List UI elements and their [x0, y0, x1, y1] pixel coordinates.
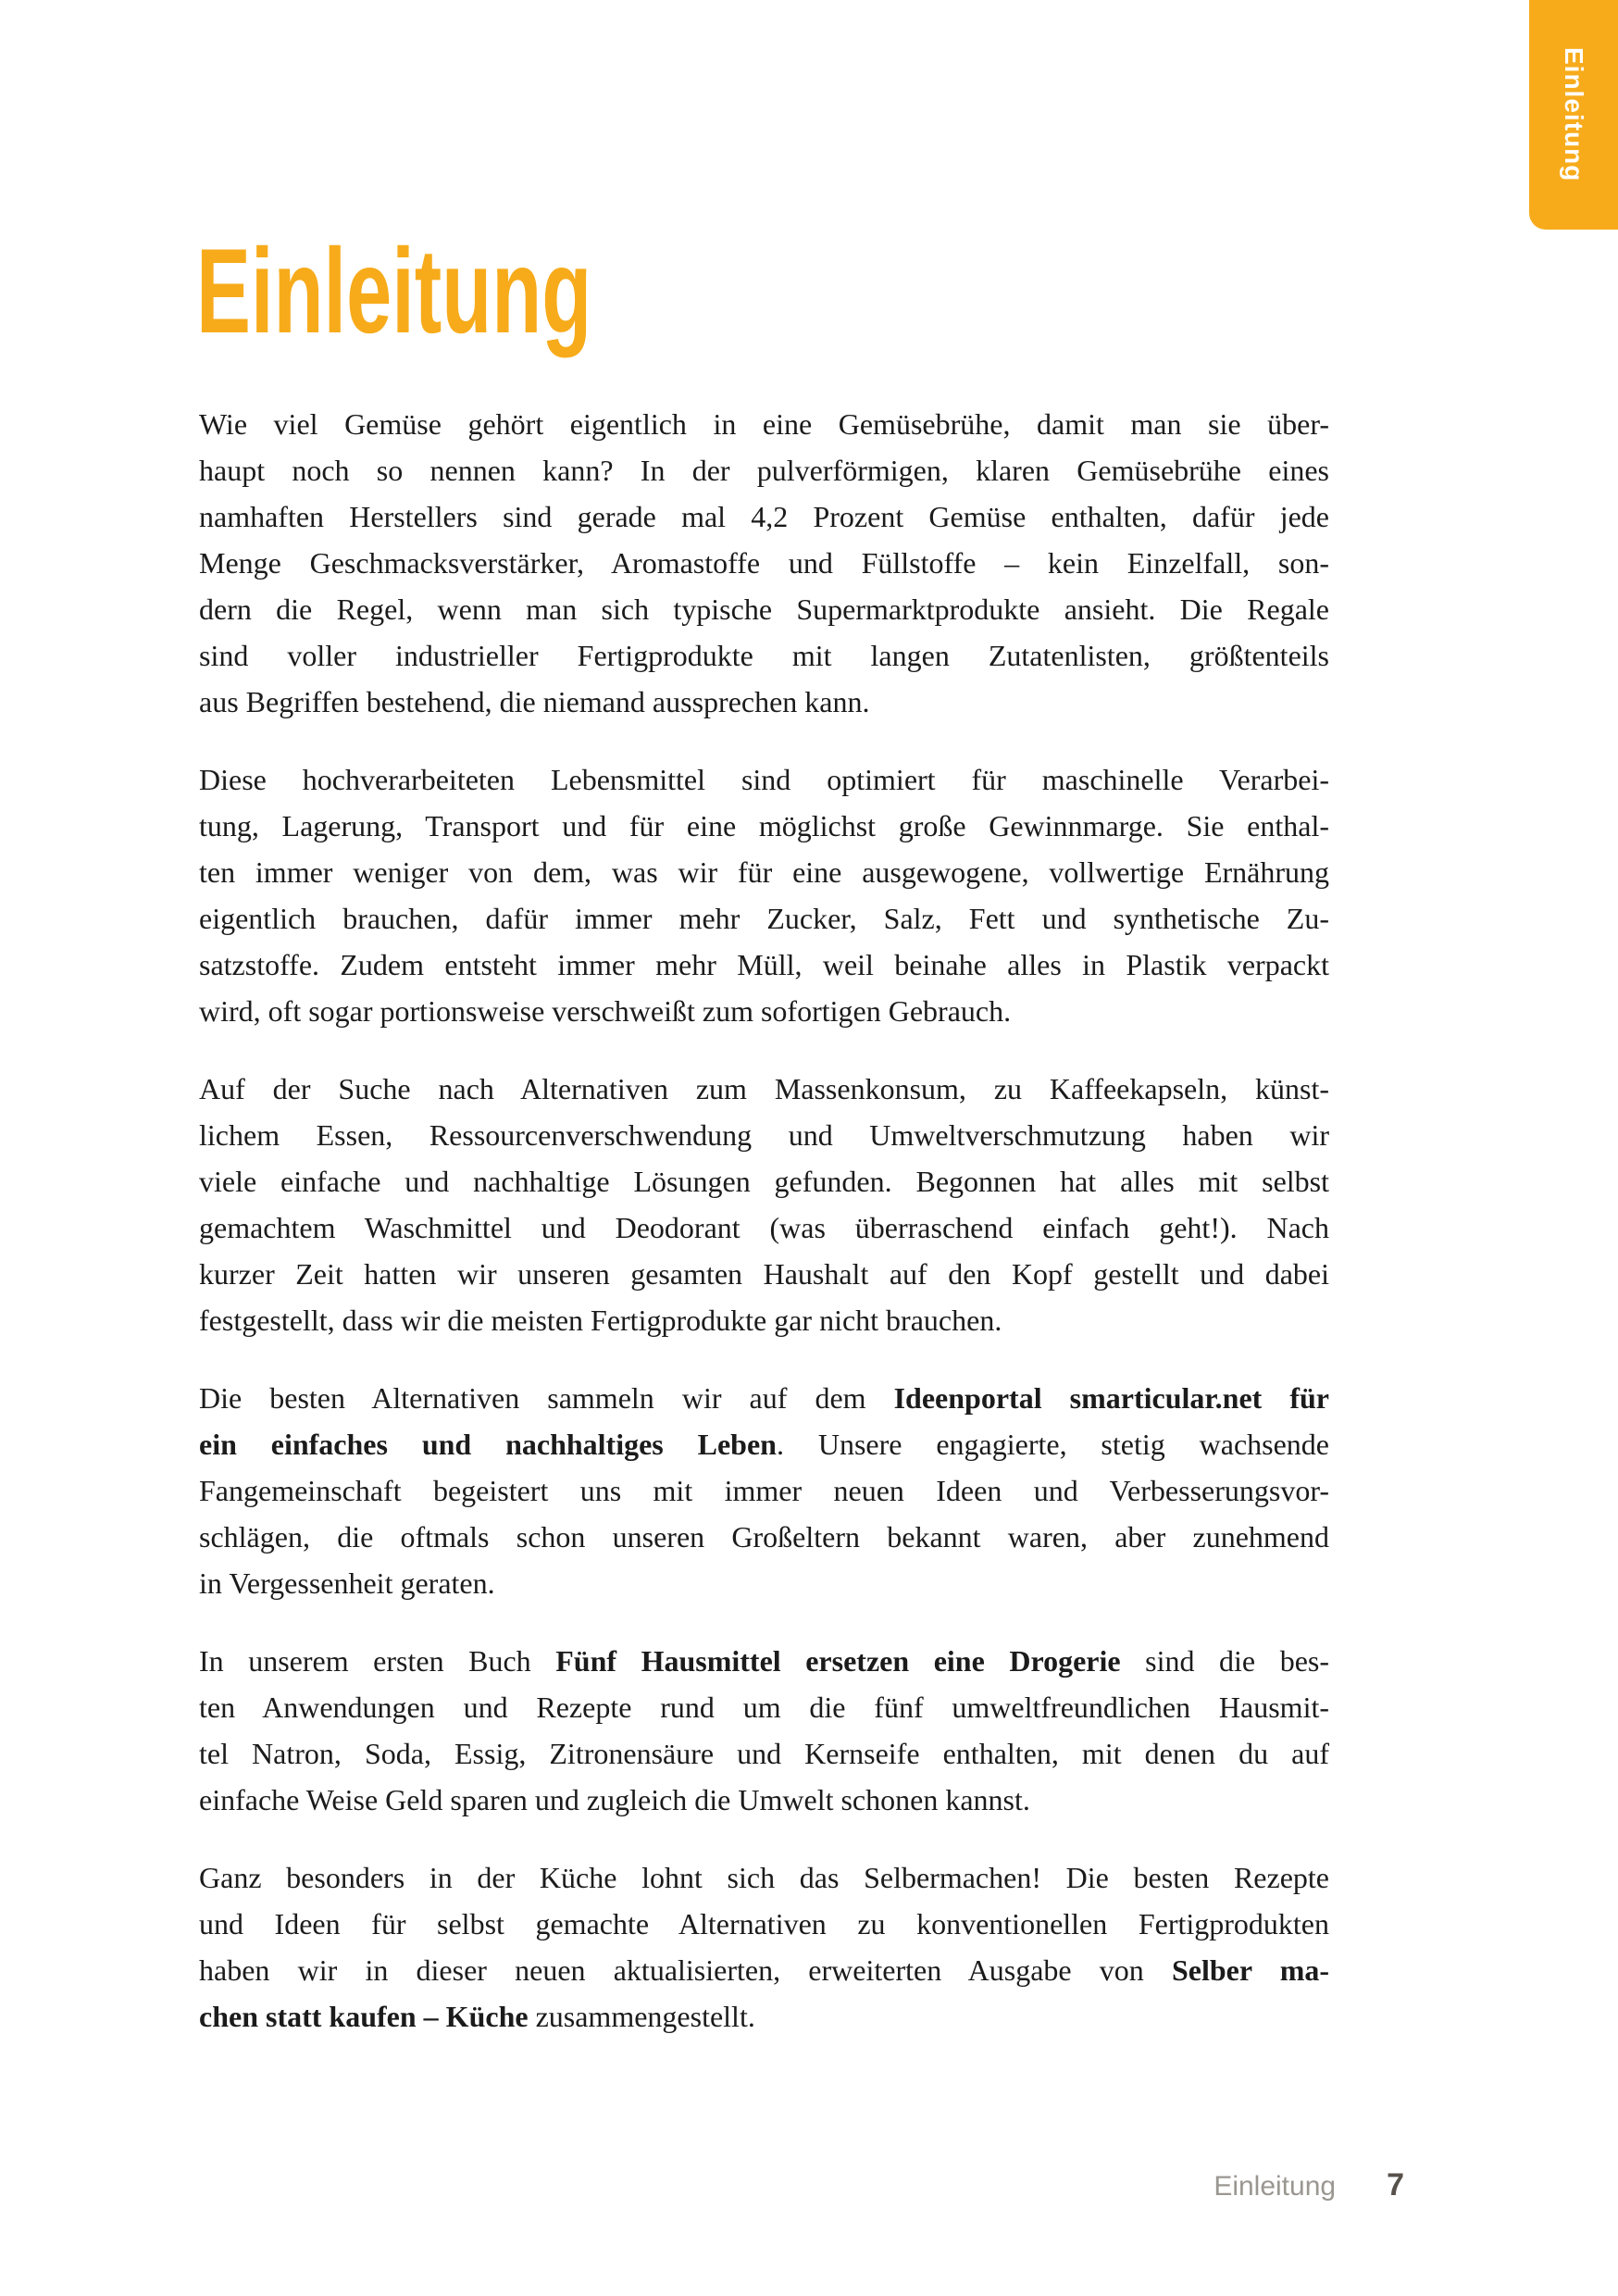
- text-segment: in Vergessenheit geraten.: [199, 1566, 495, 1600]
- text-segment: tung, Lagerung, Transport und für eine möglichst große Gewinnmarge. Sie enthal-: [199, 809, 1329, 842]
- text-line: [199, 1467, 1329, 1514]
- footer-page-number: 7: [1387, 2167, 1404, 2202]
- text-segment: ten Anwendungen und Rezepte rund um die fünf umweltfreundlichen Hausmit-: [199, 1691, 1329, 1724]
- text-line: [199, 1730, 1329, 1777]
- text-segment: Auf der Suche nach Alternativen zum Massenkonsum, zu Kaffeekapseln, künst-: [199, 1072, 1329, 1105]
- page-footer: [1214, 2167, 1404, 2203]
- bold-text-segment: Fünf Hausmittel ersetzen eine Drogerie: [555, 1644, 1121, 1678]
- text-segment: kurzer Zeit hatten wir unseren gesamten Haushalt auf den Kopf gestellt und dabei: [199, 1257, 1329, 1291]
- page-title: Einleitung: [196, 223, 592, 358]
- text-segment: tel Natron, Soda, Essig, Zitronensäure und Kernseife enthalten, mit denen du auf: [199, 1737, 1329, 1770]
- text-line: [199, 1684, 1329, 1730]
- bold-text-segment: Selber ma-: [1171, 1953, 1330, 1987]
- text-segment: In unserem ersten Buch: [199, 1644, 556, 1678]
- text-line: [199, 988, 1329, 1034]
- text-segment: satzstoffe. Zudem entsteht immer mehr Müll, weil beinahe alles in Plastik verpackt: [199, 948, 1329, 981]
- chapter-tab: [1529, 0, 1618, 230]
- text-segment: schlägen, die oftmals schon unseren Großeltern bekannt waren, aber zunehmend: [199, 1520, 1329, 1554]
- text-line: [199, 1777, 1329, 1823]
- text-line: [199, 942, 1329, 988]
- paragraph: [199, 756, 1329, 1034]
- text-line: [199, 540, 1329, 586]
- text-line: [199, 1638, 1329, 1684]
- text-line: [199, 1901, 1329, 1947]
- text-segment: gemachtem Waschmittel und Deodorant (was überraschend einfach geht!). Nach: [199, 1211, 1329, 1244]
- text-segment: namhaften Herstellers sind gerade mal 4,2 Prozent Gemüse enthalten, dafür jede: [199, 500, 1329, 533]
- text-segment: Wie viel Gemüse gehört eigentlich in eine Gemüsebrühe, damit man sie über-: [199, 407, 1329, 441]
- text-line: [199, 586, 1329, 632]
- text-segment: Diese hochverarbeiteten Lebensmittel sind optimiert für maschinelle Verarbei-: [199, 763, 1329, 796]
- text-segment: haupt noch so nennen kann? In der pulverförmigen, klaren Gemüsebrühe eines: [199, 454, 1329, 487]
- text-line: [199, 1993, 1329, 2040]
- text-line: [199, 1112, 1329, 1158]
- text-line: [199, 1158, 1329, 1204]
- bold-text-segment: chen statt kaufen – Küche: [199, 2000, 529, 2033]
- text-segment: aus Begriffen bestehend, die niemand aussprechen kann.: [199, 685, 870, 718]
- text-segment: sind die bes-: [1120, 1644, 1330, 1678]
- paragraph: [199, 1638, 1329, 1823]
- text-line: [199, 493, 1329, 540]
- text-segment: Menge Geschmacksverstärker, Aromastoffe und Füllstoffe – kein Einzelfall, son-: [199, 546, 1329, 580]
- text-segment: lichem Essen, Ressourcenverschwendung und Umweltverschmutzung haben wir: [199, 1118, 1329, 1152]
- bold-text-segment: Ideenportal smarticular.net für: [893, 1381, 1330, 1415]
- text-line: [199, 632, 1329, 679]
- text-segment: Ganz besonders in der Küche lohnt sich das Selbermachen! Die besten Rezepte: [199, 1861, 1329, 1894]
- text-line: [199, 803, 1329, 849]
- paragraph: [199, 1854, 1329, 2040]
- text-segment: zusammengestellt.: [528, 2000, 755, 2033]
- text-segment: Fangemeinschaft begeistert uns mit immer neuen Ideen und Verbesserungsvor-: [199, 1474, 1329, 1507]
- text-line: [199, 1854, 1329, 1901]
- text-line: [199, 1514, 1329, 1560]
- text-segment: festgestellt, dass wir die meisten Fertigprodukte gar nicht brauchen.: [199, 1304, 1002, 1337]
- text-line: [199, 1204, 1329, 1251]
- text-line: [199, 1947, 1329, 1993]
- paragraph: [199, 1375, 1329, 1606]
- chapter-tab-label: Einleitung: [1560, 47, 1588, 182]
- text-line: [199, 447, 1329, 493]
- text-segment: haben wir in dieser neuen aktualisierten, erweiterten Ausgabe von: [199, 1953, 1172, 1987]
- body-text: [199, 401, 1329, 2071]
- text-line: [199, 1375, 1329, 1421]
- text-segment: eigentlich brauchen, dafür immer mehr Zucker, Salz, Fett und synthetische Zu-: [199, 902, 1329, 935]
- text-line: [199, 756, 1329, 803]
- text-line: [199, 1560, 1329, 1606]
- text-line: [199, 401, 1329, 447]
- text-segment: und Ideen für selbst gemachte Alternativen zu konventionellen Fertigprodukten: [199, 1907, 1329, 1940]
- text-segment: einfache Weise Geld sparen und zugleich die Umwelt schonen kannst.: [199, 1783, 1030, 1816]
- text-line: [199, 679, 1329, 725]
- text-segment: Die besten Alternativen sammeln wir auf dem: [199, 1381, 894, 1415]
- text-line: [199, 1066, 1329, 1112]
- text-line: [199, 1421, 1329, 1467]
- text-line: [199, 849, 1329, 895]
- text-segment: viele einfache und nachhaltige Lösungen gefunden. Begonnen hat alles mit selbst: [199, 1165, 1329, 1198]
- text-line: [199, 1297, 1329, 1343]
- text-segment: wird, oft sogar portionsweise verschweißt zum sofortigen Gebrauch.: [199, 994, 1012, 1028]
- text-segment: dern die Regel, wenn man sich typische Supermarktprodukte ansieht. Die Regale: [199, 593, 1329, 626]
- text-line: [199, 1251, 1329, 1297]
- paragraph: [199, 401, 1329, 725]
- paragraph: [199, 1066, 1329, 1343]
- text-line: [199, 895, 1329, 942]
- footer-section-label: Einleitung: [1214, 2171, 1337, 2202]
- text-segment: sind voller industrieller Fertigprodukte mit langen Zutatenlisten, größtenteils: [199, 639, 1329, 672]
- text-segment: . Unsere engagierte, stetig wachsende: [776, 1428, 1329, 1461]
- text-segment: ten immer weniger von dem, was wir für eine ausgewogene, vollwertige Ernährung: [199, 855, 1329, 889]
- bold-text-segment: ein einfaches und nachhaltiges Leben: [199, 1428, 777, 1461]
